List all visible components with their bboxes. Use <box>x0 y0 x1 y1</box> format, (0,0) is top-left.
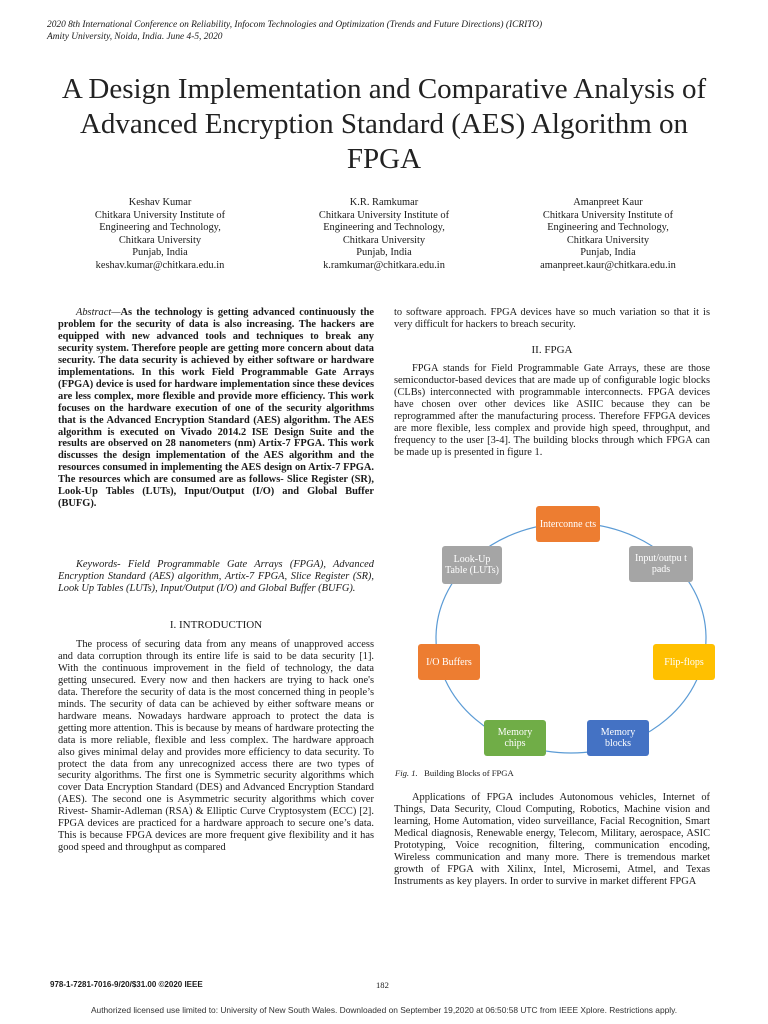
node-input-output-pads: Input/outpu t pads <box>629 546 693 582</box>
license-notice: Authorized licensed use limited to: University of New South Wales. Downloaded on September 19,2020 at 06:50:58 UTC from IEEE Xplore. Restrictions apply. <box>90 1005 678 1015</box>
section-heading-fpga: II. FPGA <box>531 344 573 356</box>
figure-caption-label: Fig. 1. <box>395 768 418 778</box>
introduction-paragraph: The process of securing data from any means of unapproved access and data corruption through its entire life is said to be data security [1]. With the continuous improvement in the field of technology, the data getting unsecured. Every now and then hackers are trying to hack one's data. Therefore the security of data is the most concerned thing in people’s minds. The security of data can be achieved by either software means or hardware means. Nowadays hardware approach to protect the data is getting more attention. This is because by means of hardware protecting the data is more reliable, flexible and less complex. The hardware approach also gives minimal delay and provides more efficiency to data security. To protect the data from any unrecognized access there are two types of security algorithms. The first one is Symmetric security algorithms which cover Data Encryption Standard (DES) and Advanced Encryption Standard (AES). The second one is Asymmetric security algorithms which cover Rivest- Shamir-Adleman (RSA) & Elliptic Curve Cryptosystem (ECC) [2]. FPGA devices are practiced for a hardware approach to secure one’s data. This is because FPGA devices are more frequent give flexibility and it has good speed and throughput as compared <box>58 639 374 854</box>
continuation-paragraph: to software approach. FPGA devices have so much variation so that it is very difficult for hackers to breach security. <box>394 307 710 330</box>
author-affiliation: Chitkara University <box>118 234 202 246</box>
author-affiliation: Engineering and Technology, <box>99 222 221 234</box>
author-name: Keshav Kumar <box>128 197 192 208</box>
author-affiliation: Engineering and Technology, <box>323 222 445 234</box>
author-name: K.R. Ramkumar <box>349 197 419 208</box>
applications-paragraph: Applications of FPGA includes Autonomous vehicles, Internet of Things, Data Security, Cloud Computing, Robotics, Machine vision and learning, Home Automation, video surveillance, Facial Recognition, Smart Medical diagnosis, Renewable energy, Telecom, Military, aerospace, ASIC Prototyping, Voice recognition, filtering, communication encoding, Wireless communication and many more. There is tremendous market growth of FPGA with Xilinx, Intel, Microsemi, Atmel, and Texas Instruments as key players. In order to survive in market different FPGA <box>394 792 710 887</box>
node-flip-flops: Flip-flops <box>653 644 715 680</box>
author-affiliation: Chitkara University Institute of <box>318 209 450 221</box>
section-heading-introduction: I. INTRODUCTION <box>169 619 263 631</box>
author-block <box>284 197 484 273</box>
fpga-paragraph: FPGA stands for Field Programmable Gate Arrays, these are those semiconductor-based devices that are made up of configurable logic blocks (CLBs) interconnected with programmable interconnects. FPGA devices have chosen over other devices like ASIIC because they can be reprogrammed after the manufacturing process. Therefore FFPGA devices are more flexible, less complex and provide high speed, throughput, and frequency to the user [3-4]. The building blocks through which FPGA can be made up is presented in figure 1. <box>394 363 710 458</box>
author-affiliation: Chitkara University Institute of <box>94 209 226 221</box>
node-interconnects: Interconne cts <box>536 506 600 542</box>
figure-caption-text: Building Blocks of FPGA <box>424 768 514 778</box>
node-look-up-table: Look-Up Table (LUTs) <box>442 546 502 584</box>
keywords-text: Keywords- Field Programmable Gate Arrays (FPGA), Advanced Encryption Standard (AES) algorithm, Artix-7 FPGA, Slice Register (SR), Look Up Tables (LUTs), Input/Output (I/O) and Global Buffer (BUFG). <box>58 559 374 594</box>
author-email: keshav.kumar@chitkara.edu.in <box>95 259 225 271</box>
node-memory-chips: Memory chips <box>484 720 546 756</box>
node-io-buffers: I/O Buffers <box>418 644 480 680</box>
abstract-label: Abstract— <box>76 307 121 318</box>
author-email: k.ramkumar@chitkara.edu.in <box>323 259 445 271</box>
author-affiliation: Chitkara University Institute of <box>542 209 674 221</box>
conference-header <box>47 19 542 43</box>
author-affiliation: Engineering and Technology, <box>547 222 669 234</box>
right-column-continuation <box>394 307 710 331</box>
footer-isbn: 978-1-7281-7016-9/20/$31.00 ©2020 IEEE <box>50 980 203 989</box>
author-affiliation: Chitkara University <box>342 234 426 246</box>
author-block <box>508 197 708 273</box>
figure-caption <box>395 768 514 778</box>
introduction-body <box>58 639 374 854</box>
paper-title: A Design Implementation and Comparative Analysis of Advanced Encryption Standard (AES) Algorithm on FPGA <box>61 73 707 175</box>
abstract-text: As the technology is getting advanced continuously the problem for the security of data is also increasing. The hackers are equipped with new advanced tools and techniques to break any security system. Therefore people are getting more concern about data security. The data security is achieved by either software or hardware implementations. In this work Field Programmable Gate Arrays (FPGA) device is used for hardware implementation since these devices are less complex, more flexible and provide more efficiency. This work focuses on the hardware execution of one of the security algorithms that is the Advanced Encryption Standard (AES) algorithm. The AES algorithm is executed on Vivado 2014.2 ISE Design Suite and the results are observed on 28 nanometers (nm) Artix-7 FPGA. This work discusses the design implementation of the AES algorithm and the resources consumed in implementing the AES design on Artix-7 FPGA. The resources which are consumed are as follows- Slice Register (SR), Look-Up Tables (LUTs), Input/Output (I/O) and Global Buffer (BUFG). <box>58 307 374 510</box>
fpga-body <box>394 363 710 459</box>
author-location: Punjab, India <box>580 247 636 259</box>
author-affiliation: Chitkara University <box>566 234 650 246</box>
conference-line-1: 2020 8th International Conference on Reliability, Infocom Technologies and Optimization (Trends and Future Directions) (ICRITO) <box>47 20 543 30</box>
keywords <box>58 559 374 595</box>
author-location: Punjab, India <box>132 247 188 259</box>
author-location: Punjab, India <box>356 247 412 259</box>
applications-body <box>394 792 710 888</box>
author-block <box>60 197 260 273</box>
author-name: Amanpreet Kaur <box>573 197 643 208</box>
footer-page-number: 182 <box>376 980 389 990</box>
abstract <box>58 307 374 510</box>
node-memory-blocks: Memory blocks <box>587 720 649 756</box>
conference-line-2: Amity University, Noida, India. June 4-5, 2020 <box>47 32 223 42</box>
figure-building-blocks-diagram <box>398 502 748 762</box>
author-email: amanpreet.kaur@chitkara.edu.in <box>540 259 676 271</box>
